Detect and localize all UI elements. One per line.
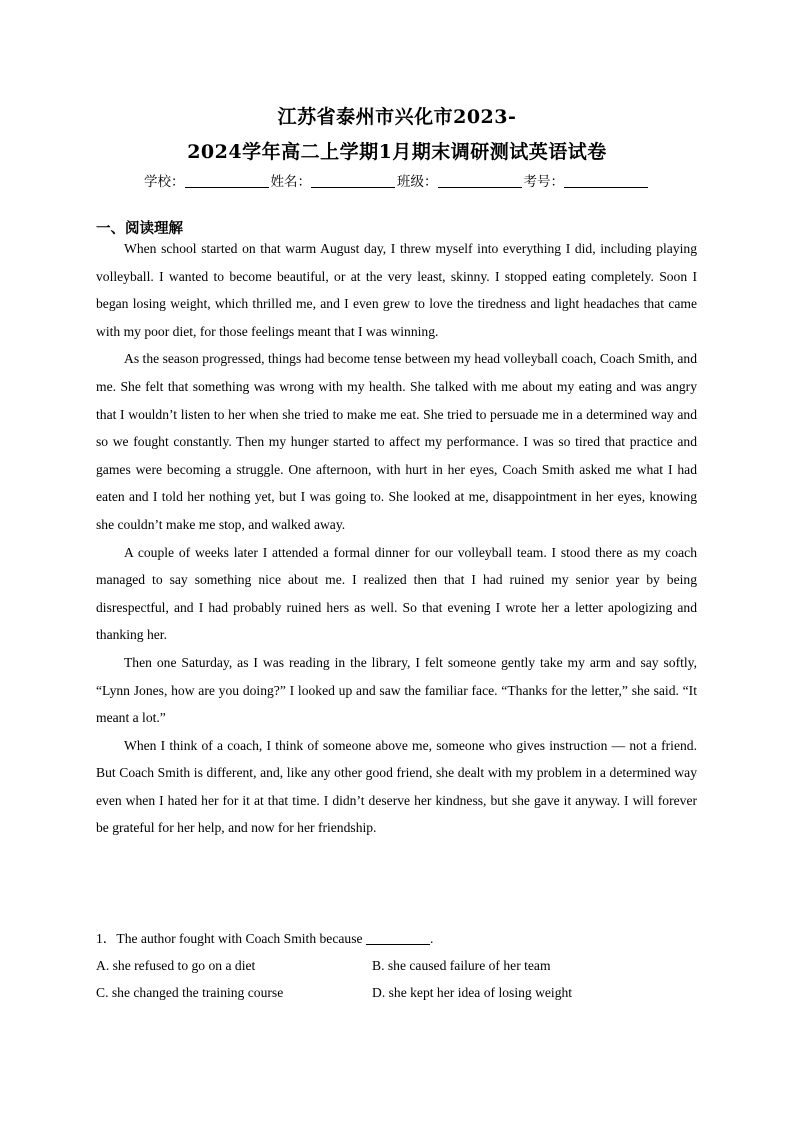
- passage-paragraph: When school started on that warm August day, I threw myself into everything I did, including playing volleyball. I wanted to become beautiful, or at the very least, skinny. I stopped eating completely. Soon I began losing weight, which thrilled me, and I even grew to love the tiredness and light headaches that came with my poor diet, for those feelings meant that I was winning.: [96, 241, 697, 339]
- option-c[interactable]: C. she changed the training course: [96, 985, 284, 1000]
- passage-paragraph: Then one Saturday, as I was reading in the library, I felt someone gently take my arm and say softly, “Lynn Jones, how are you doing?” I looked up and saw the familiar face. “Thanks for the letter,” she said. “It meant a lot.”: [96, 654, 697, 726]
- reading-passage: [96, 235, 697, 842]
- exam-title-line1: 江苏省泰州市兴化市2023-: [277, 106, 517, 128]
- section-heading: 一、阅读理解: [96, 221, 183, 237]
- name-label: 姓名：: [270, 174, 311, 190]
- passage-paragraph: When I think of a coach, I think of someone above me, someone who gives instruction — not a friend. But Coach Smith is different, and, like any other good friend, she dealt with my problem in a determined way even when I hated her for it at that time. I didn’t deserve her kindness, but she gave it anyway. I will forever be grateful for her help, and now for her friendship.: [96, 737, 697, 836]
- school-blank[interactable]: [185, 173, 269, 188]
- answer-blank[interactable]: [366, 931, 430, 945]
- option-b[interactable]: B. she caused failure of her team: [372, 958, 551, 973]
- option-d[interactable]: D. she kept her idea of losing weight: [372, 985, 573, 1000]
- question-1-period: .: [429, 931, 434, 946]
- student-info-line: [0, 170, 794, 190]
- passage-paragraph: As the season progressed, things had become tense between my head volleyball coach, Coach Smith, and me. She felt that something was wrong with my health. She talked with me about my eating and was angry that I wouldn’t listen to her when she tried to make me eat. She tried to persuade me in a determined way and so we fought constantly. Then my hunger started to affect my performance. I was so tired that practice and games were becoming a struggle. One afternoon, with hurt in her eyes, Coach Smith asked me what I had eaten and I told her nothing yet, but I was going to. She looked at me, disappointment in her eyes, knowing she couldn’t make me stop, and walked away.: [96, 351, 697, 532]
- name-blank[interactable]: [311, 173, 395, 188]
- exam-title-line2: 2024学年高二上学期1月期末调研测试英语试卷: [187, 141, 607, 163]
- school-label: 学校：: [144, 174, 185, 190]
- question-1-stem: [96, 927, 697, 947]
- class-label: 班级：: [397, 174, 438, 190]
- class-blank[interactable]: [438, 173, 522, 188]
- exam-number-label: 考号：: [523, 174, 564, 190]
- exam-number-blank[interactable]: [564, 173, 648, 188]
- question-1-text: 1．The author fought with Coach Smith because: [96, 931, 363, 946]
- passage-paragraph: A couple of weeks later I attended a formal dinner for our volleyball team. I stood there as my coach managed to say something nice about me. I realized then that I had ruined my senior year by being disrespectful, and I had probably ruined hers as well. So that evening I wrote her a letter apologizing and thanking her.: [96, 544, 697, 643]
- option-a[interactable]: A. she refused to go on a diet: [96, 958, 256, 973]
